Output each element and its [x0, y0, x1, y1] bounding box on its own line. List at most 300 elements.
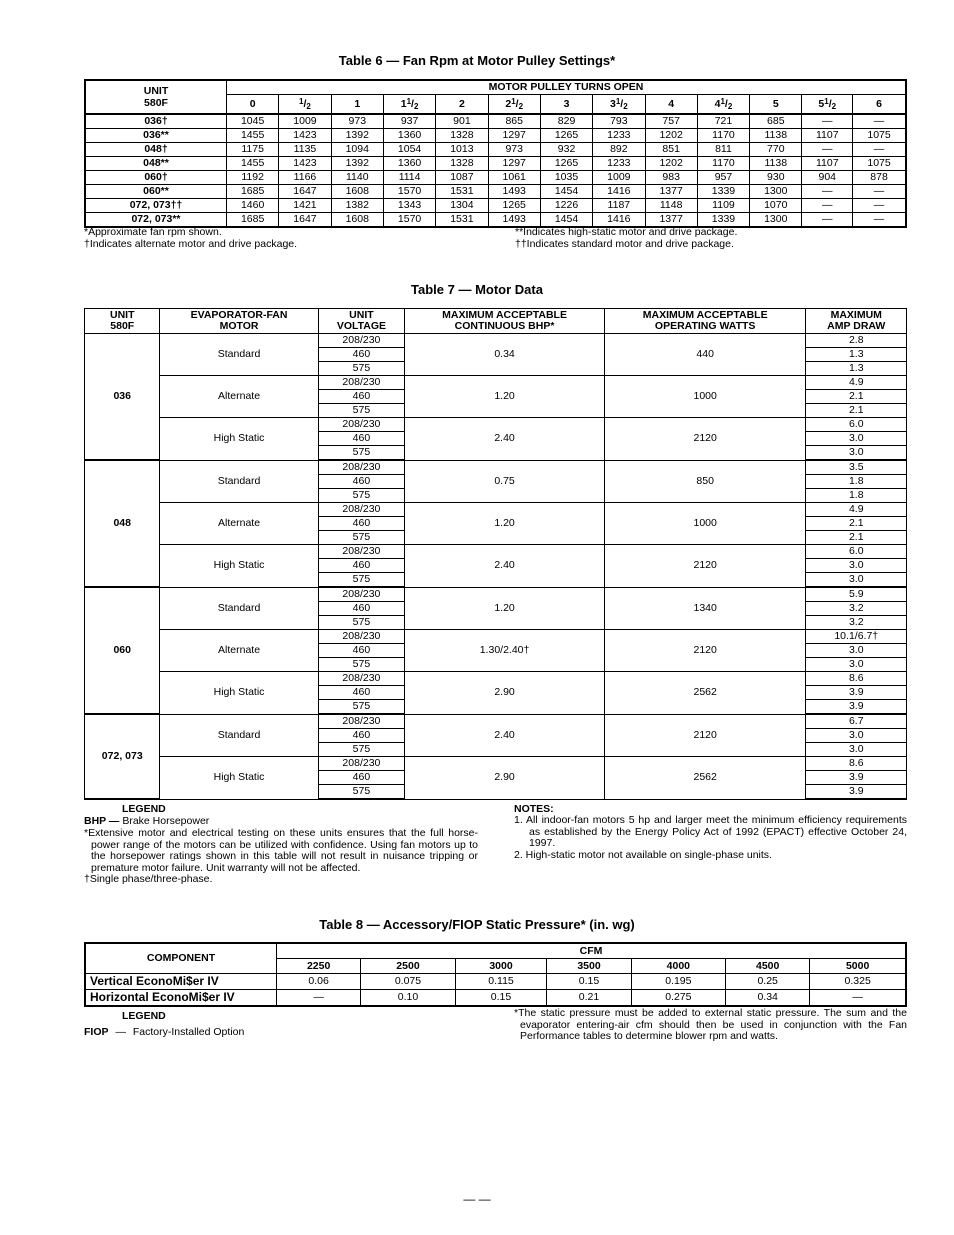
rpm-cell: 1087: [436, 171, 488, 185]
rpm-cell: 1045: [227, 114, 279, 129]
fraction-den: 2: [831, 102, 837, 111]
amp-cell: 4.9: [806, 376, 907, 390]
rpm-cell: 1035: [540, 171, 592, 185]
rpm-cell: 1107: [802, 157, 853, 171]
motor-cell: Alternate: [160, 630, 318, 672]
table-row: [85, 334, 907, 348]
component-cell: Vertical EconoMi$er IV: [85, 974, 277, 990]
fraction-den: 2: [306, 102, 311, 111]
rpm-cell: 1265: [540, 129, 592, 143]
rpm-cell: 1135: [279, 143, 331, 157]
pressure-cell: 0.10: [361, 990, 455, 1007]
rpm-cell: 1094: [331, 143, 383, 157]
rpm-cell: 1608: [331, 185, 383, 199]
motor-data-table: [84, 308, 907, 800]
voltage-cell: 575: [318, 446, 405, 461]
voltage-cell: 208/230: [318, 587, 405, 602]
table-row: [85, 990, 906, 1007]
rpm-cell: 1377: [645, 185, 697, 199]
table6-notes-left: [84, 227, 297, 250]
voltage-cell: 575: [318, 743, 405, 757]
unit-header-line1: UNIT: [143, 85, 169, 97]
unit-cell: 048: [85, 460, 160, 587]
pressure-cell: —: [277, 990, 361, 1007]
rpm-cell: 1202: [645, 157, 697, 171]
voltage-cell: 460: [318, 475, 405, 489]
amp-cell: 4.9: [806, 503, 907, 517]
rpm-cell: 865: [488, 114, 540, 129]
bhp-cell: 1.20: [405, 376, 605, 418]
header-line: VOLTAGE: [336, 320, 387, 332]
pressure-cell: 0.275: [631, 990, 725, 1007]
fraction-den: 2: [727, 102, 733, 111]
fraction-num: 1: [299, 97, 304, 106]
legend-note-extensive: *Extensive motor and electrical testing on these units ensures that the full horse-power range of the motors can be utilized with confidence. Using fan motors up to the horsepower ratings shown in this table will not result in nuisance tripping or premature motor failure. Unit warranty will not be affected.: [84, 827, 478, 874]
rpm-cell: 1148: [645, 199, 697, 213]
header-line: OPERATING WATTS: [654, 320, 756, 332]
amp-cell: 6.7: [806, 714, 907, 729]
voltage-cell: 575: [318, 658, 405, 672]
legend-term: BHP —: [84, 815, 120, 827]
fraction-num: 1: [824, 97, 829, 106]
bhp-cell: 2.40: [405, 545, 605, 588]
table8-footnote: [514, 1008, 907, 1043]
table-row: [85, 672, 907, 686]
header-line: MAXIMUM ACCEPTABLE: [642, 309, 768, 321]
unit-cell: 036†: [85, 114, 227, 129]
rpm-cell: 1202: [645, 129, 697, 143]
rpm-cell: —: [802, 213, 853, 228]
rpm-cell: 1070: [750, 199, 802, 213]
rpm-cell: 757: [645, 114, 697, 129]
motor-cell: Alternate: [160, 376, 318, 418]
rpm-cell: 904: [802, 171, 853, 185]
rpm-cell: 901: [436, 114, 488, 129]
motor-cell: Standard: [160, 714, 318, 757]
header-line: 580F: [110, 320, 135, 332]
rpm-cell: 1192: [227, 171, 279, 185]
cfm-header: CFM: [277, 943, 907, 959]
table-row: [85, 213, 906, 228]
cfm-col-header: 5000: [810, 959, 906, 974]
unit-cell: 060**: [85, 185, 227, 199]
rpm-cell: 1339: [697, 185, 749, 199]
header-line: MAXIMUM: [830, 309, 882, 321]
watts-cell: 1000: [604, 503, 806, 545]
pulley-col-header: 1: [331, 95, 383, 115]
motor-col-header: [85, 309, 160, 334]
amp-cell: 2.1: [806, 404, 907, 418]
rpm-cell: —: [853, 185, 906, 199]
table8-legend: [84, 1027, 244, 1039]
voltage-cell: 208/230: [318, 334, 405, 348]
header-line: UNIT: [349, 309, 374, 321]
amp-cell: 2.1: [806, 531, 907, 545]
rpm-cell: 1109: [697, 199, 749, 213]
pressure-cell: 0.06: [277, 974, 361, 990]
voltage-cell: 208/230: [318, 460, 405, 475]
amp-cell: 6.0: [806, 545, 907, 559]
bhp-cell: 1.30/2.40†: [405, 630, 605, 672]
rpm-cell: 1175: [227, 143, 279, 157]
voltage-cell: 208/230: [318, 418, 405, 432]
static-pressure-table: [84, 942, 907, 1007]
rpm-cell: 1328: [436, 129, 488, 143]
watts-cell: 2120: [604, 418, 806, 461]
bhp-cell: 1.20: [405, 503, 605, 545]
bhp-cell: 0.75: [405, 460, 605, 503]
table-row: [85, 545, 907, 559]
table-row: [85, 460, 907, 475]
rpm-cell: 1075: [853, 129, 906, 143]
fraction-label: $2^1/_2$: [505, 97, 524, 111]
watts-cell: 2120: [604, 545, 806, 588]
amp-cell: 1.3: [806, 362, 907, 376]
rpm-cell: —: [853, 199, 906, 213]
voltage-cell: 460: [318, 602, 405, 616]
table-row: [85, 587, 907, 602]
header-line: MAXIMUM ACCEPTABLE: [442, 309, 567, 321]
rpm-cell: 1531: [436, 213, 488, 228]
fraction-num: 1: [720, 97, 725, 106]
table7-notes: [514, 815, 907, 861]
unit-cell: 072, 073: [85, 714, 160, 799]
rpm-cell: 1608: [331, 213, 383, 228]
table-row: [85, 157, 906, 171]
voltage-cell: 208/230: [318, 503, 405, 517]
table-row: [85, 185, 906, 199]
pressure-cell: 0.115: [455, 974, 547, 990]
rpm-cell: 1339: [697, 213, 749, 228]
amp-cell: 3.0: [806, 573, 907, 588]
watts-cell: 2120: [604, 714, 806, 757]
bhp-cell: 1.20: [405, 587, 605, 630]
rpm-cell: 1013: [436, 143, 488, 157]
table-row: [85, 974, 906, 990]
header-line: AMP DRAW: [827, 320, 886, 332]
rpm-cell: 1170: [697, 157, 749, 171]
rpm-cell: 1170: [697, 129, 749, 143]
rpm-cell: 1460: [227, 199, 279, 213]
voltage-cell: 460: [318, 559, 405, 573]
amp-cell: 2.8: [806, 334, 907, 348]
rpm-cell: 1166: [279, 171, 331, 185]
rpm-cell: —: [802, 143, 853, 157]
unit-cell: 036**: [85, 129, 227, 143]
watts-cell: 1000: [604, 376, 806, 418]
motor-cell: High Static: [160, 757, 318, 800]
amp-cell: 3.0: [806, 658, 907, 672]
rpm-cell: 851: [645, 143, 697, 157]
pressure-cell: 0.21: [547, 990, 631, 1007]
voltage-cell: 460: [318, 390, 405, 404]
legend-dash: —: [115, 1026, 126, 1038]
pulley-col-header: 4: [645, 95, 697, 115]
watts-cell: 2562: [604, 672, 806, 715]
header-line: MOTOR: [219, 320, 259, 332]
amp-cell: 3.0: [806, 729, 907, 743]
rpm-cell: 1454: [540, 213, 592, 228]
page-number: — —: [463, 1192, 491, 1206]
motor-cell: Standard: [160, 587, 318, 630]
table-row: [85, 129, 906, 143]
rpm-cell: 1138: [750, 129, 802, 143]
rpm-cell: 1138: [750, 157, 802, 171]
pulley-col-header: [488, 95, 540, 115]
motor-col-header: [604, 309, 806, 334]
amp-cell: 1.8: [806, 489, 907, 503]
rpm-cell: 1187: [593, 199, 645, 213]
amp-cell: 3.9: [806, 785, 907, 800]
pressure-cell: 0.195: [631, 974, 725, 990]
amp-cell: 1.8: [806, 475, 907, 489]
voltage-cell: 575: [318, 785, 405, 800]
rpm-cell: —: [802, 199, 853, 213]
unit-cell: 072, 073††: [85, 199, 227, 213]
amp-cell: 3.0: [806, 432, 907, 446]
amp-cell: 2.1: [806, 390, 907, 404]
rpm-cell: 1009: [593, 171, 645, 185]
header-line: UNIT: [109, 309, 135, 321]
voltage-cell: 460: [318, 432, 405, 446]
motor-cell: Alternate: [160, 503, 318, 545]
fraction-num: 1: [511, 97, 516, 106]
motor-cell: High Static: [160, 545, 318, 588]
amp-cell: 3.9: [806, 771, 907, 785]
fraction-num: 1: [406, 97, 412, 106]
pulley-col-header: 6: [853, 95, 906, 115]
unit-cell: 048†: [85, 143, 227, 157]
voltage-cell: 460: [318, 517, 405, 531]
amp-cell: 1.3: [806, 348, 907, 362]
unit-cell: 060: [85, 587, 160, 714]
rpm-cell: 983: [645, 171, 697, 185]
note-alternate: †Indicates alternate motor and drive package.: [84, 237, 298, 250]
table-row: [85, 757, 907, 771]
legend-note-phase: †Single phase/three-phase.: [84, 873, 213, 885]
note-2: 2. High-static motor not available on single-phase units.: [514, 848, 772, 861]
table7-legend-notes: [84, 828, 478, 886]
motor-cell: Standard: [160, 334, 318, 376]
voltage-cell: 575: [318, 489, 405, 503]
motor-col-header: [806, 309, 907, 334]
pressure-cell: 0.15: [547, 974, 631, 990]
legend-def: Brake Horsepower: [122, 815, 210, 827]
rpm-cell: 1360: [383, 157, 435, 171]
fraction-den: 2: [518, 102, 524, 111]
rpm-cell: 1647: [279, 213, 331, 228]
rpm-cell: 1265: [488, 199, 540, 213]
amp-cell: 3.5: [806, 460, 907, 475]
amp-cell: 6.0: [806, 418, 907, 432]
watts-cell: 2562: [604, 757, 806, 800]
voltage-cell: 575: [318, 573, 405, 588]
table7-notes-title: NOTES:: [514, 803, 554, 815]
rpm-cell: 957: [697, 171, 749, 185]
unit-cell: 072, 073**: [85, 213, 227, 228]
rpm-cell: 1360: [383, 129, 435, 143]
rpm-cell: 1297: [488, 157, 540, 171]
motor-col-header: [160, 309, 318, 334]
pulley-col-header: 2: [436, 95, 488, 115]
voltage-cell: 460: [318, 348, 405, 362]
table-row: [85, 503, 907, 517]
rpm-cell: 1685: [227, 185, 279, 199]
amp-cell: 5.9: [806, 587, 907, 602]
header-line: EVAPORATOR-FAN: [190, 309, 288, 321]
rpm-cell: 1233: [593, 157, 645, 171]
rpm-cell: 1009: [279, 114, 331, 129]
rpm-cell: —: [853, 114, 906, 129]
fraction-label: $5^1/_2$: [818, 97, 837, 111]
rpm-cell: 1454: [540, 185, 592, 199]
table7-title: Table 7 — Motor Data: [411, 282, 543, 297]
watts-cell: 440: [604, 334, 806, 376]
fraction-label: $^1/_2$: [299, 97, 311, 111]
rpm-cell: 1685: [227, 213, 279, 228]
table-row: [85, 114, 906, 129]
amp-cell: 3.0: [806, 559, 907, 573]
fraction-den: 2: [623, 102, 628, 111]
rpm-cell: 892: [593, 143, 645, 157]
cfm-col-header: 3000: [455, 959, 547, 974]
unit-cell: 036: [85, 334, 160, 461]
fraction-label: $1^1/_2$: [400, 97, 419, 111]
table8-legend-title: LEGEND: [122, 1010, 166, 1022]
cfm-col-header: 3500: [547, 959, 631, 974]
table6-notes-right: [515, 227, 737, 250]
motor-cell: Standard: [160, 460, 318, 503]
table8-title: Table 8 — Accessory/FIOP Static Pressure* (in. wg): [319, 917, 635, 932]
rpm-cell: 685: [750, 114, 802, 129]
rpm-cell: 1265: [540, 157, 592, 171]
amp-cell: 3.2: [806, 616, 907, 630]
voltage-cell: 208/230: [318, 545, 405, 559]
rpm-cell: 1455: [227, 157, 279, 171]
cfm-col-header: 2500: [361, 959, 455, 974]
rpm-cell: 1392: [331, 129, 383, 143]
rpm-cell: 811: [697, 143, 749, 157]
rpm-cell: 1647: [279, 185, 331, 199]
rpm-cell: —: [853, 143, 906, 157]
rpm-cell: 1455: [227, 129, 279, 143]
rpm-cell: 1423: [279, 129, 331, 143]
pressure-cell: 0.25: [726, 974, 810, 990]
rpm-cell: 973: [331, 114, 383, 129]
rpm-cell: 930: [750, 171, 802, 185]
rpm-cell: 1382: [331, 199, 383, 213]
note-high-static: **Indicates high-static motor and drive package.: [515, 226, 738, 238]
amp-cell: 3.0: [806, 743, 907, 757]
table-row: [85, 630, 907, 644]
unit-cell: 060†: [85, 171, 227, 185]
fan-rpm-table: [84, 79, 907, 228]
rpm-cell: 1297: [488, 129, 540, 143]
table-row: [85, 143, 906, 157]
rpm-cell: —: [802, 114, 853, 129]
table-row: [85, 376, 907, 390]
rpm-cell: 1421: [279, 199, 331, 213]
pulley-col-header: 3: [540, 95, 592, 115]
rpm-cell: 937: [383, 114, 435, 129]
rpm-cell: 770: [750, 143, 802, 157]
legend-term-fiop: FIOP: [84, 1026, 109, 1038]
rpm-cell: 1054: [383, 143, 435, 157]
rpm-cell: 1493: [488, 213, 540, 228]
bhp-cell: 0.34: [405, 334, 605, 376]
pressure-cell: 0.075: [361, 974, 455, 990]
rpm-cell: 1343: [383, 199, 435, 213]
fraction-label: $3^1/_2$: [610, 97, 628, 111]
voltage-cell: 575: [318, 404, 405, 418]
bhp-cell: 2.40: [405, 714, 605, 757]
voltage-cell: 460: [318, 644, 405, 658]
voltage-cell: 460: [318, 771, 405, 785]
pulley-col-header: 5: [750, 95, 802, 115]
voltage-cell: 575: [318, 700, 405, 715]
pressure-cell: 0.34: [726, 990, 810, 1007]
rpm-cell: 721: [697, 114, 749, 129]
pulley-col-header: [593, 95, 645, 115]
bhp-cell: 2.40: [405, 418, 605, 461]
rpm-cell: 1140: [331, 171, 383, 185]
rpm-cell: 1377: [645, 213, 697, 228]
motor-cell: High Static: [160, 672, 318, 715]
pulley-col-header: 0: [227, 95, 279, 115]
cfm-col-header: 2250: [277, 959, 361, 974]
pulley-col-header: [383, 95, 435, 115]
rpm-cell: 1114: [383, 171, 435, 185]
voltage-cell: 575: [318, 362, 405, 376]
unit-cell: 048**: [85, 157, 227, 171]
rpm-cell: 1226: [540, 199, 592, 213]
note-approx: *Approximate fan rpm shown.: [84, 226, 222, 238]
motor-col-header: [405, 309, 605, 334]
pulley-col-header: [802, 95, 853, 115]
bhp-cell: 2.90: [405, 757, 605, 800]
legend-def-fiop: Factory-Installed Option: [132, 1026, 245, 1038]
note-1: 1. All indoor-fan motors 5 hp and larger meet the minimum efficiency requirements as established by the Energy Policy Act of 1992 (EPACT) effective October 24, 1997.: [514, 814, 907, 849]
fraction-den: 2: [413, 102, 419, 111]
motor-pulley-header: MOTOR PULLEY TURNS OPEN: [227, 80, 907, 95]
amp-cell: 3.2: [806, 602, 907, 616]
watts-cell: 1340: [604, 587, 806, 630]
component-cell: Horizontal EconoMi$er IV: [85, 990, 277, 1007]
rpm-cell: 1233: [593, 129, 645, 143]
bhp-cell: 2.90: [405, 672, 605, 715]
rpm-cell: 1075: [853, 157, 906, 171]
unit-header-line2: 580F: [144, 97, 168, 109]
voltage-cell: 208/230: [318, 672, 405, 686]
header-line: CONTINUOUS BHP*: [454, 320, 555, 332]
voltage-cell: 208/230: [318, 714, 405, 729]
motor-col-header: [318, 309, 405, 334]
table-row: [85, 418, 907, 432]
table-row: [85, 171, 906, 185]
rpm-cell: 1300: [750, 185, 802, 199]
voltage-cell: 460: [318, 729, 405, 743]
voltage-cell: 208/230: [318, 757, 405, 771]
voltage-cell: 575: [318, 531, 405, 545]
note-standard: ††Indicates standard motor and drive package.: [515, 237, 734, 250]
pressure-cell: —: [810, 990, 906, 1007]
amp-cell: 8.6: [806, 757, 907, 771]
motor-cell: High Static: [160, 418, 318, 461]
table-row: [85, 714, 907, 729]
rpm-cell: 829: [540, 114, 592, 129]
voltage-cell: 208/230: [318, 376, 405, 390]
table6-title: Table 6 — Fan Rpm at Motor Pulley Settings*: [338, 53, 616, 68]
